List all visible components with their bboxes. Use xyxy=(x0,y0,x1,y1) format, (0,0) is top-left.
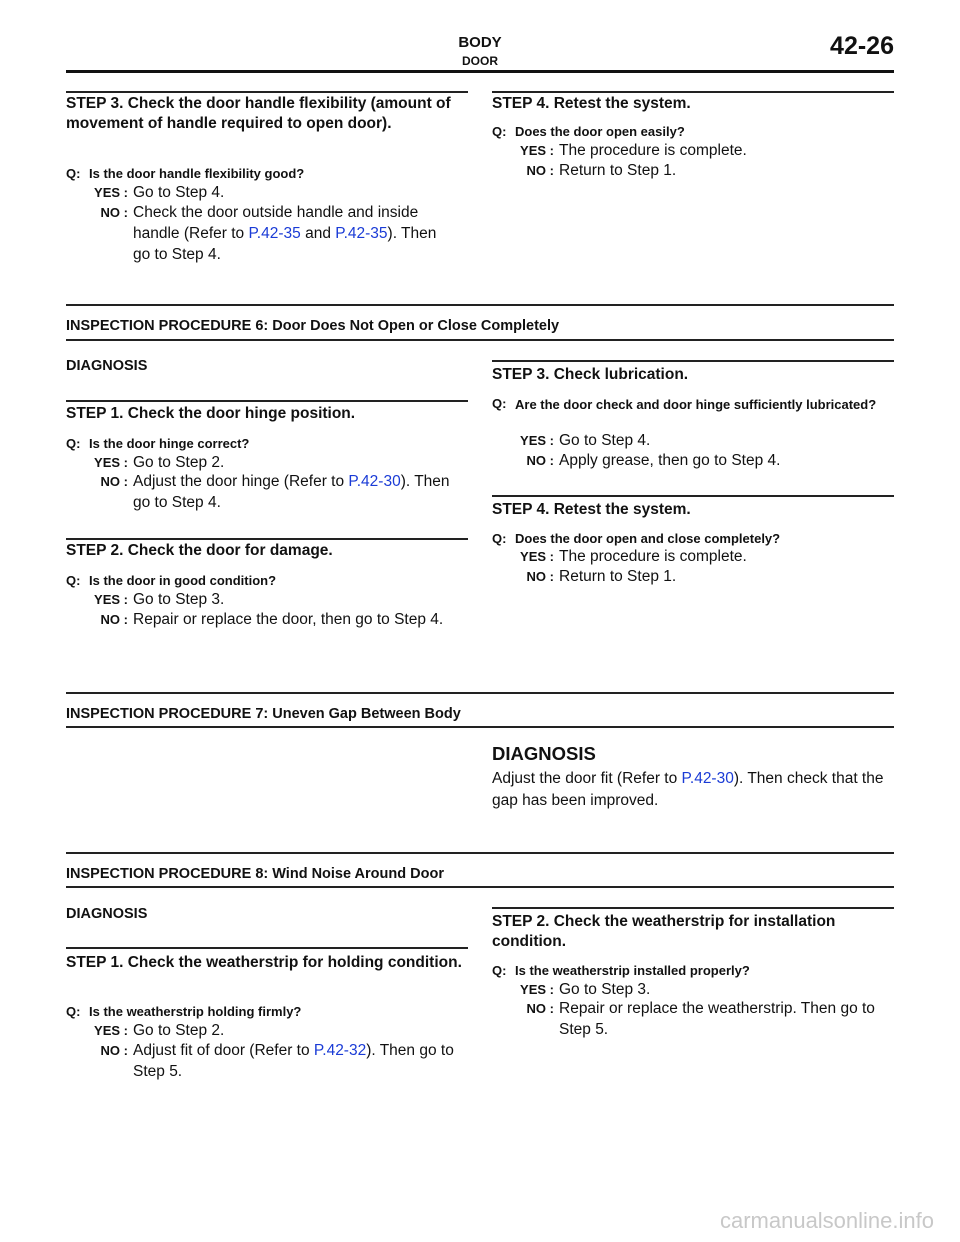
step-rule xyxy=(66,538,468,540)
procedure-rule xyxy=(66,304,894,306)
watermark: carmanualsonline.info xyxy=(719,1208,934,1233)
procedure-rule xyxy=(66,692,894,694)
page-number: 42-26 xyxy=(830,32,894,60)
yes-label: YES : xyxy=(520,549,554,564)
no-label: NO : xyxy=(526,453,554,468)
ip8-diagnosis-heading: DIAGNOSIS xyxy=(66,906,148,922)
step-rule xyxy=(492,360,894,362)
ip5-step3-yes: Go to Step 4. xyxy=(133,184,225,201)
no-label: NO : xyxy=(100,612,128,627)
ip6-step3-no: Apply grease, then go to Step 4. xyxy=(559,452,781,469)
ip6-step1-yes: Go to Step 2. xyxy=(133,454,225,471)
page-ref-link[interactable]: P.42-32 xyxy=(313,1042,367,1059)
yes-label: YES : xyxy=(94,455,128,470)
ip8-step2-no: Repair or replace the weatherstrip. Then go to Step 5. xyxy=(559,1000,875,1038)
ip6-step2-title: STEP 2. Check the door for damage. xyxy=(66,542,333,559)
step-rule xyxy=(492,91,894,93)
ip8-step2-yes: Go to Step 3. xyxy=(559,981,651,998)
ip5-step3-no: Check the door outside handle and inside handle (Refer to P.42-35 and P.42-35). Then go to Step 4. xyxy=(133,204,437,263)
step-rule xyxy=(66,400,468,402)
ip6-step4-no: Return to Step 1. xyxy=(559,568,677,585)
ip7-title: INSPECTION PROCEDURE 7: Uneven Gap Between Body xyxy=(66,706,461,722)
question-label: Q: xyxy=(66,1004,81,1019)
ip8-step2-question: Is the weatherstrip installed properly? xyxy=(515,963,750,978)
ip5-step4-question: Does the door open easily? xyxy=(515,124,685,139)
ip5-step4-no: Return to Step 1. xyxy=(559,162,677,179)
step-rule xyxy=(492,907,894,909)
ip5-step4-yes: The procedure is complete. xyxy=(559,142,747,159)
procedure-rule xyxy=(66,339,894,341)
ip6-step3-question: Are the door check and door hinge sufficiently lubricated? xyxy=(515,397,877,412)
step-rule xyxy=(66,947,468,949)
yes-label: YES : xyxy=(520,982,554,997)
ip6-diagnosis-heading: DIAGNOSIS xyxy=(66,358,148,374)
question-label: Q: xyxy=(492,396,507,411)
ip8-step1-yes: Go to Step 2. xyxy=(133,1022,225,1039)
ip6-step1-title: STEP 1. Check the door hinge position. xyxy=(66,405,356,422)
ip6-step3-yes: Go to Step 4. xyxy=(559,432,651,449)
ip6-step4-question: Does the door open and close completely? xyxy=(515,531,781,546)
no-label: NO : xyxy=(526,569,554,584)
ip6-step4-yes: The procedure is complete. xyxy=(559,548,747,565)
yes-label: YES : xyxy=(520,433,554,448)
ip8-step1-no: Adjust fit of door (Refer to P.42-32). Then go to Step 5. xyxy=(133,1042,454,1080)
ip8-step1-question: Is the weatherstrip holding firmly? xyxy=(89,1004,302,1019)
question-label: Q: xyxy=(66,436,81,451)
no-label: NO : xyxy=(100,474,128,489)
ip8-step1-title: STEP 1. Check the weatherstrip for holding condition. xyxy=(66,954,462,971)
ip6-step2-yes: Go to Step 3. xyxy=(133,591,225,608)
ip6-title: INSPECTION PROCEDURE 6: Door Does Not Open or Close Completely xyxy=(66,318,560,334)
header-rule xyxy=(66,70,894,73)
yes-label: YES : xyxy=(520,143,554,158)
ip8-title: INSPECTION PROCEDURE 8: Wind Noise Around Door xyxy=(66,866,444,882)
procedure-rule xyxy=(66,726,894,728)
yes-label: YES : xyxy=(94,185,128,200)
page-ref-link[interactable]: P.42-35 xyxy=(335,225,388,242)
question-label: Q: xyxy=(492,963,507,978)
no-label: NO : xyxy=(526,163,554,178)
page-ref-link[interactable]: P.42-30 xyxy=(348,473,401,490)
no-label: NO : xyxy=(100,205,128,220)
no-label: NO : xyxy=(100,1043,128,1058)
ip6-step2-question: Is the door in good condition? xyxy=(89,573,277,588)
ip5-step3-title: STEP 3. Check the door handle flexibility (amount of movement of handle required to open door). xyxy=(66,95,451,132)
procedure-rule xyxy=(66,852,894,854)
ip6-step1-no: Adjust the door hinge (Refer to P.42-30). Then go to Step 4. xyxy=(133,473,450,511)
step-rule xyxy=(66,91,468,93)
question-label: Q: xyxy=(66,573,81,588)
ip7-diagnosis-heading: DIAGNOSIS xyxy=(492,743,596,764)
page-ref-link[interactable]: P.42-30 xyxy=(681,770,734,787)
no-label: NO : xyxy=(526,1001,554,1016)
page-header xyxy=(66,30,894,74)
procedure-rule xyxy=(66,886,894,888)
ip5-step4-title: STEP 4. Retest the system. xyxy=(492,95,691,112)
section-title: BODY xyxy=(458,34,502,51)
ip6-step2-no: Repair or replace the door, then go to Step 4. xyxy=(133,611,444,628)
question-label: Q: xyxy=(492,531,507,546)
ip6-step3-title: STEP 3. Check lubrication. xyxy=(492,366,689,383)
ip6-step4-title: STEP 4. Retest the system. xyxy=(492,501,691,518)
ip8-step2-title: STEP 2. Check the weatherstrip for installation condition. xyxy=(492,913,836,950)
question-label: Q: xyxy=(66,166,81,181)
ip7-diagnosis-text: Adjust the door fit (Refer to P.42-30). Then check that the gap has been improved. xyxy=(492,770,884,809)
step-rule xyxy=(492,495,894,497)
page-ref-link[interactable]: P.42-35 xyxy=(248,225,301,242)
yes-label: YES : xyxy=(94,592,128,607)
subsection-title: DOOR xyxy=(462,54,498,68)
question-label: Q: xyxy=(492,124,507,139)
yes-label: YES : xyxy=(94,1023,128,1038)
ip6-step1-question: Is the door hinge correct? xyxy=(89,436,250,451)
ip5-step3-question: Is the door handle flexibility good? xyxy=(89,166,305,181)
